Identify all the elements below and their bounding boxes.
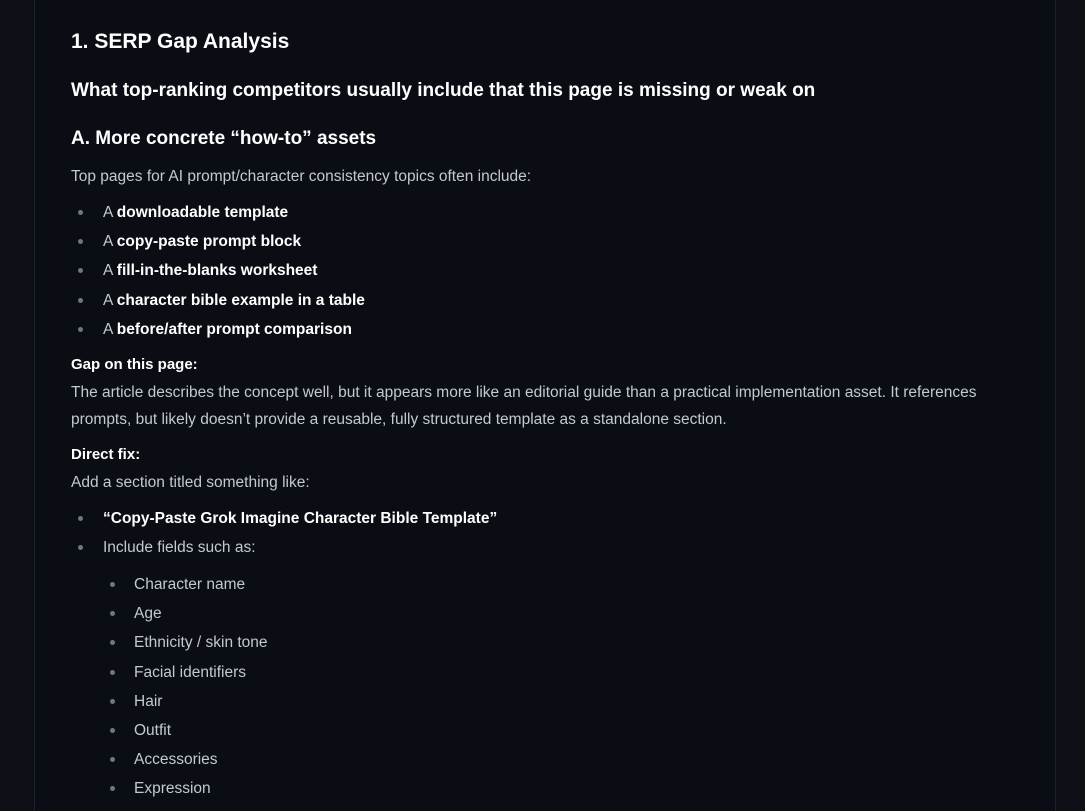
bullet-icon — [78, 516, 83, 521]
bullet-icon — [110, 640, 115, 645]
list-item: Character name — [71, 570, 268, 599]
list-item: Accessories — [71, 745, 268, 774]
list-item: A downloadable template — [71, 198, 365, 227]
subsection-a-title: A. More concrete “how-to” assets — [71, 128, 377, 149]
list-item: Age — [71, 599, 268, 628]
bullet-icon — [110, 611, 115, 616]
subheading: What top-ranking competitors usually include that this page is missing or weak on — [71, 80, 816, 101]
list-item: A fill-in-the-blanks worksheet — [71, 256, 365, 285]
list-item: Hair — [71, 687, 268, 716]
list-item: Ethnicity / skin tone — [71, 628, 268, 657]
list-item: Outfit — [71, 716, 268, 745]
bullet-icon — [110, 728, 115, 733]
list-item: A copy-paste prompt block — [71, 227, 365, 256]
gap-text: The article describes the concept well, but it appears more like an editorial guide than a practical implementation asset. It references prompts, but likely doesn’t provide a reusable, fully structured template as a standalone section. — [71, 384, 977, 428]
bullet-icon — [110, 699, 115, 704]
subsection-a-intro: Top pages for AI prompt/character consistency topics often include: — [71, 168, 532, 185]
fix-list — [71, 504, 497, 562]
list-item: A before/after prompt comparison — [71, 315, 365, 344]
bullet-icon — [78, 545, 83, 550]
bullet-icon — [78, 268, 83, 273]
asset-list — [71, 198, 365, 344]
list-item: A character bible example in a table — [71, 286, 365, 315]
list-item: Facial identifiers — [71, 658, 268, 687]
field-list — [71, 570, 268, 804]
bullet-icon — [110, 786, 115, 791]
bullet-icon — [78, 327, 83, 332]
bullet-icon — [110, 757, 115, 762]
bullet-icon — [78, 210, 83, 215]
bullet-icon — [78, 298, 83, 303]
bullet-icon — [110, 670, 115, 675]
gap-label: Gap on this page: — [71, 356, 198, 373]
bullet-icon — [78, 239, 83, 244]
fix-text: Add a section titled something like: — [71, 474, 310, 491]
response-panel — [34, 0, 1056, 811]
bullet-icon — [110, 582, 115, 587]
fix-label: Direct fix: — [71, 446, 141, 463]
list-item: “Copy-Paste Grok Imagine Character Bible Template” — [71, 504, 497, 533]
section-heading: 1. SERP Gap Analysis — [71, 30, 290, 53]
list-item: Include fields such as: — [71, 533, 497, 562]
list-item: Expression — [71, 774, 268, 803]
